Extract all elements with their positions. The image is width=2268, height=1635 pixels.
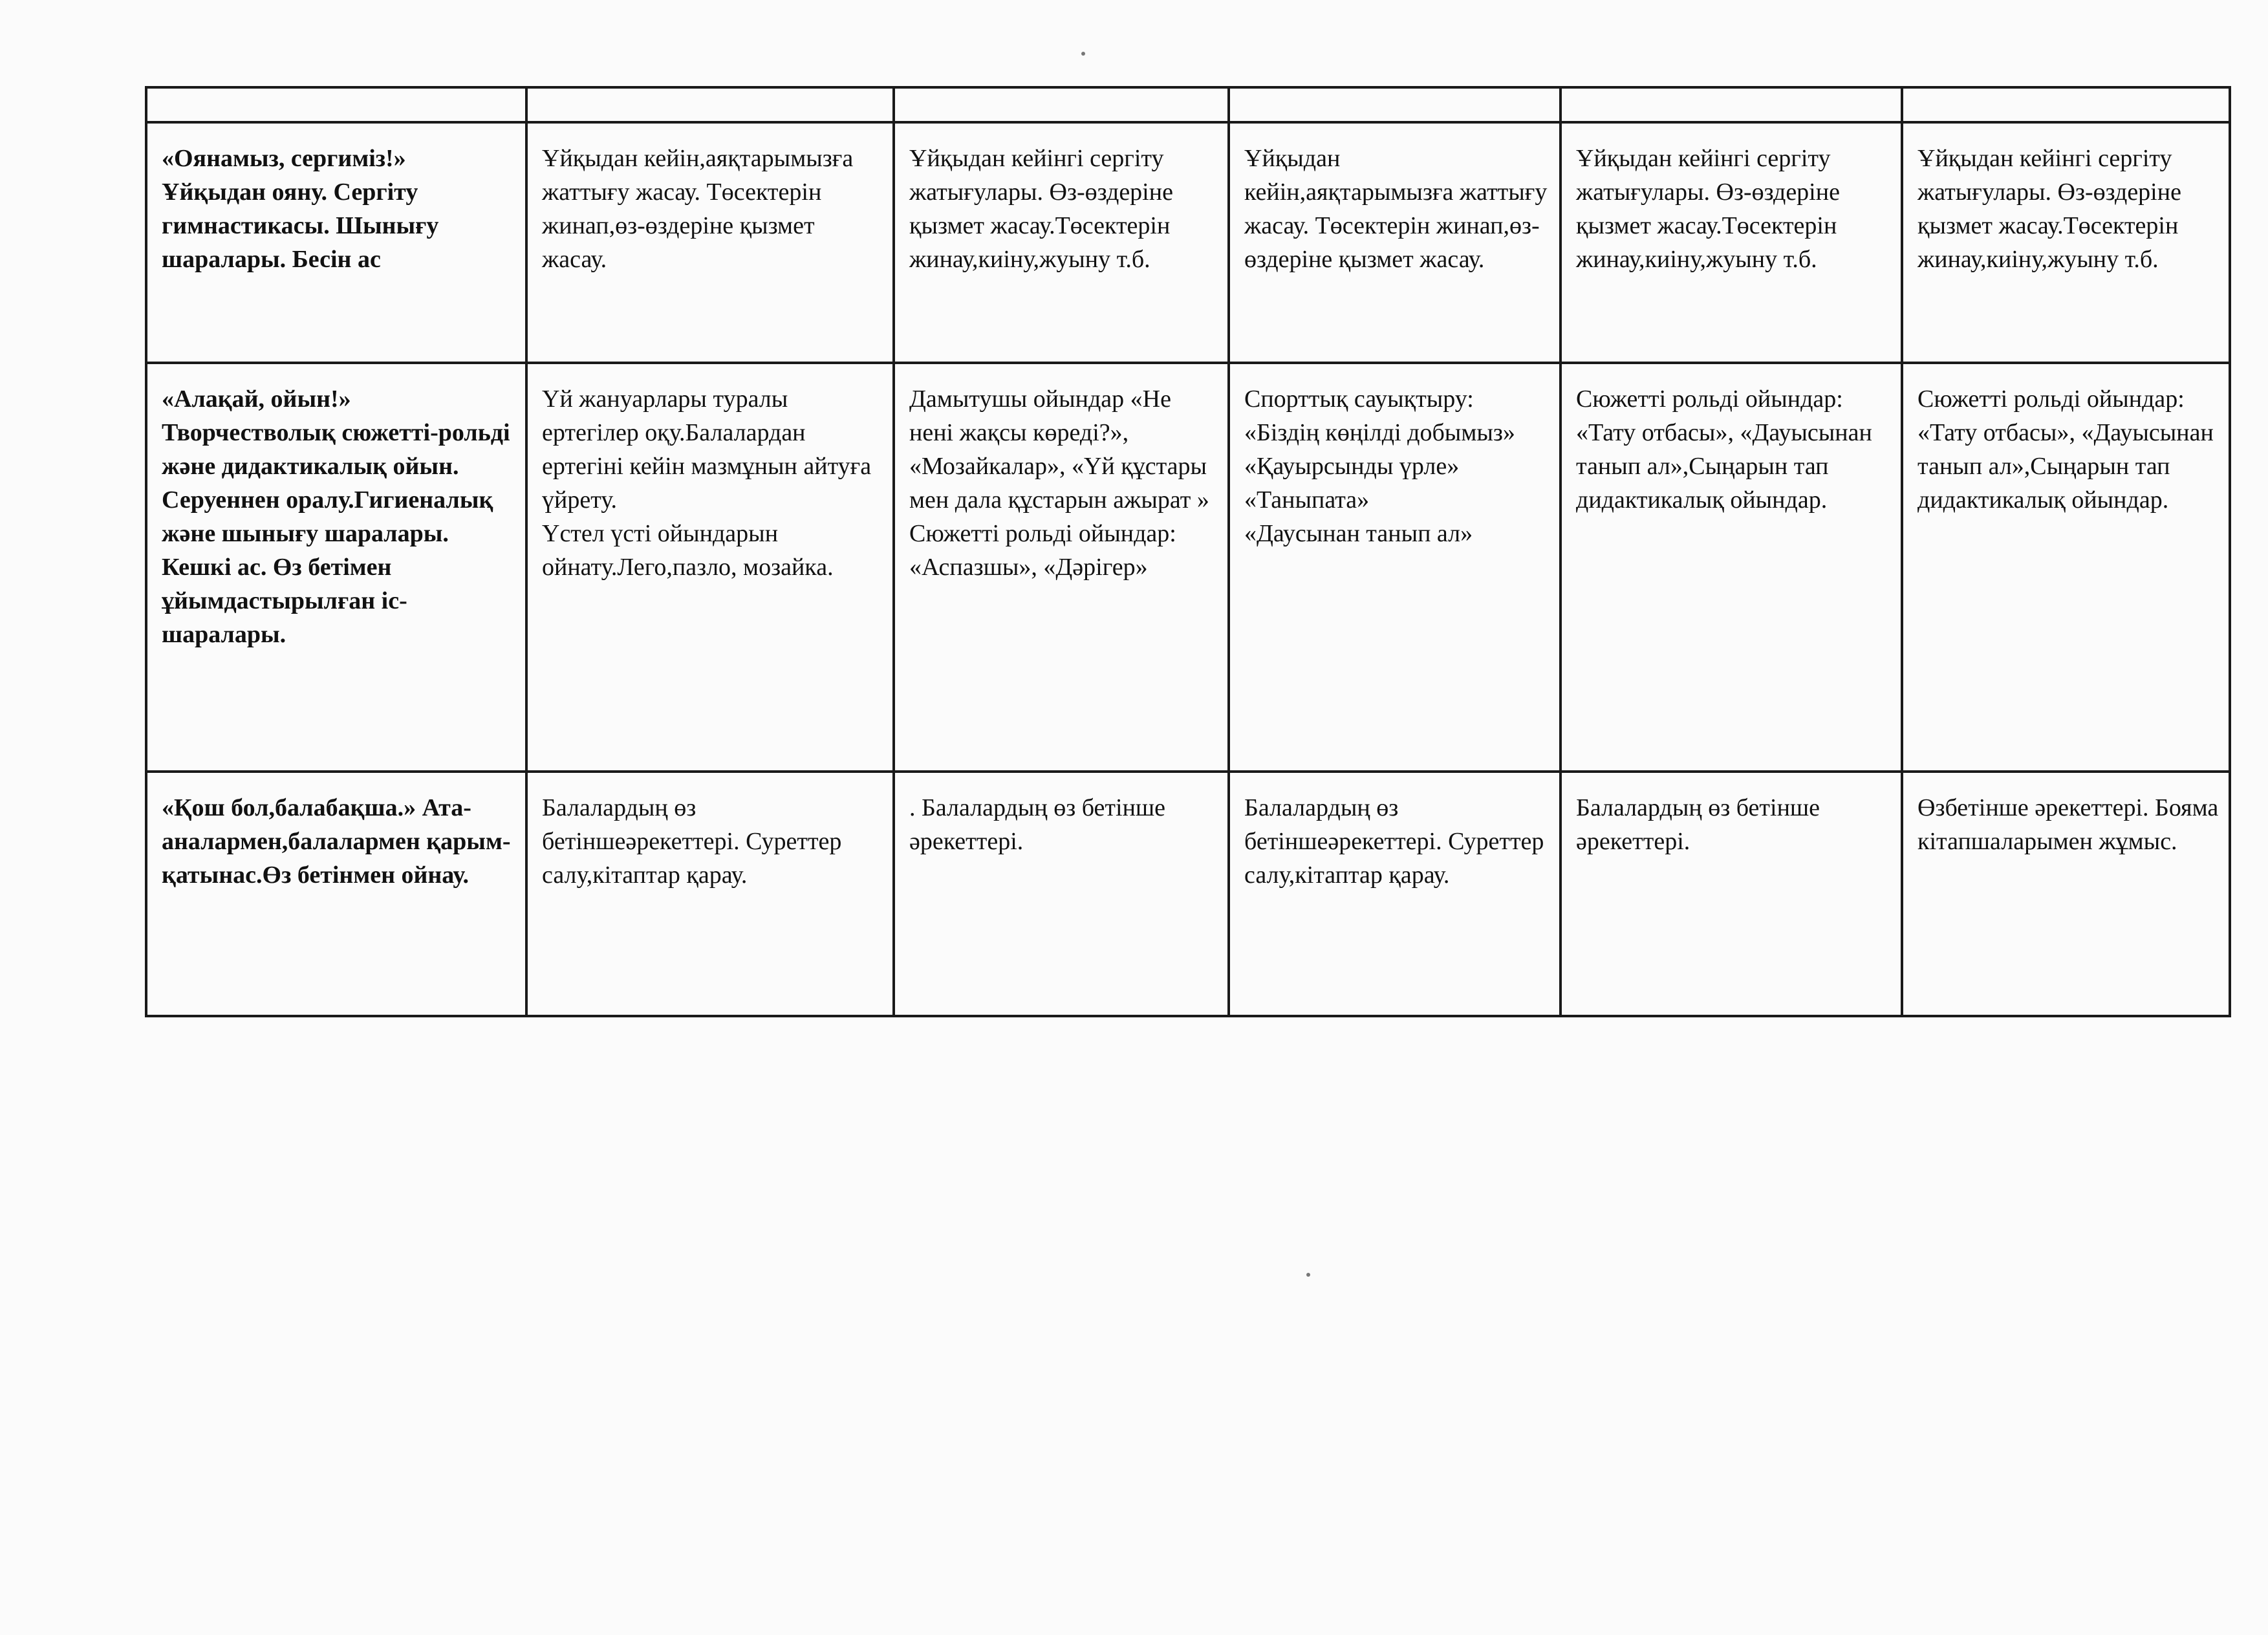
table-cell: Балалардың өз бетінше әрекеттері.: [1561, 772, 1902, 1016]
table-row: [146, 122, 2230, 363]
table-cell: Балалардың өз бетіншеәрекеттері. Суреттер салу,кітаптар қарау.: [1229, 772, 1561, 1016]
scan-speck: [1081, 52, 1085, 56]
table-row: [146, 363, 2230, 772]
table-cell: Сюжетті рольді ойындар: «Тату отбасы», «Дауысынан танып ал»,Сыңарын тап дидактикалық ойындар.: [1561, 363, 1902, 772]
row-label: «Оянамыз, сергиміз!» Ұйқыдан ояну. Сергіту гимнастикасы. Шынығу шаралары. Бесін ас: [146, 122, 526, 363]
header-cell: [894, 87, 1229, 122]
header-cell: [1561, 87, 1902, 122]
table-cell: Дамытушы ойындар «Не нені жақсы көреді?», «Мозайкалар», «Үй құстары мен дала құстарын ажырат » Сюжетті рольді ойындар: «Аспазшы», «Дәрігер»: [894, 363, 1229, 772]
table-header-row: [146, 87, 2230, 122]
header-cell: [146, 87, 526, 122]
daily-schedule-table: [145, 86, 2231, 1017]
table-cell: Спорттық сауықтыру: «Біздің көңілді добымыз» «Қауырсынды үрле» «Таныпата» «Даусынан танып ал»: [1229, 363, 1561, 772]
scan-speck: [1306, 1273, 1310, 1277]
table-cell: . Балалардың өз бетінше әрекеттері.: [894, 772, 1229, 1016]
table-cell: Ұйқыдан кейін,аяқтарымызға жаттығу жасау. Төсектерін жинап,өз-өздеріне қызмет жасау.: [1229, 122, 1561, 363]
table-cell: Ұйқыдан кейінгі сергіту жатығулары. Өз-өздеріне қызмет жасау.Төсектерін жинау,киіну,жуыну т.б.: [1902, 122, 2230, 363]
header-cell: [1902, 87, 2230, 122]
header-cell: [1229, 87, 1561, 122]
table-cell: Үй жануарлары туралы ертегілер оқу.Балалардан ертегіні кейін мазмұнын айтуға үйрету. Үстел үсті ойындарын ойнату.Лего,пазло, мозайка.: [526, 363, 894, 772]
table-cell: Өзбетінше әрекеттері. Бояма кітапшаларымен жұмыс.: [1902, 772, 2230, 1016]
table-cell: Балалардың өз бетіншеәрекеттері. Суреттер салу,кітаптар қарау.: [526, 772, 894, 1016]
row-label: «Алақай, ойын!» Творчестволық сюжетті-рольді және дидактикалық ойын. Серуеннен оралу.Гигиеналық және шынығу шаралары. Кешкі ас. Өз бетімен ұйымдастырылған іс-шаралары.: [146, 363, 526, 772]
table-cell: Ұйқыдан кейін,аяқтарымызға жаттығу жасау. Төсектерін жинап,өз-өздеріне қызмет жасау.: [526, 122, 894, 363]
table-cell: Ұйқыдан кейінгі сергіту жатығулары. Өз-өздеріне қызмет жасау.Төсектерін жинау,киіну,жуыну т.б.: [1561, 122, 1902, 363]
table-cell: Ұйқыдан кейінгі сергіту жатығулары. Өз-өздеріне қызмет жасау.Төсектерін жинау,киіну,жуыну т.б.: [894, 122, 1229, 363]
table-row: [146, 772, 2230, 1016]
table-cell: Сюжетті рольді ойындар: «Тату отбасы», «Дауысынан танып ал»,Сыңарын тап дидактикалық ойындар.: [1902, 363, 2230, 772]
header-cell: [526, 87, 894, 122]
row-label: «Қош бол,балабақша.» Ата-аналармен,балалармен қарым-қатынас.Өз бетінмен ойнау.: [146, 772, 526, 1016]
